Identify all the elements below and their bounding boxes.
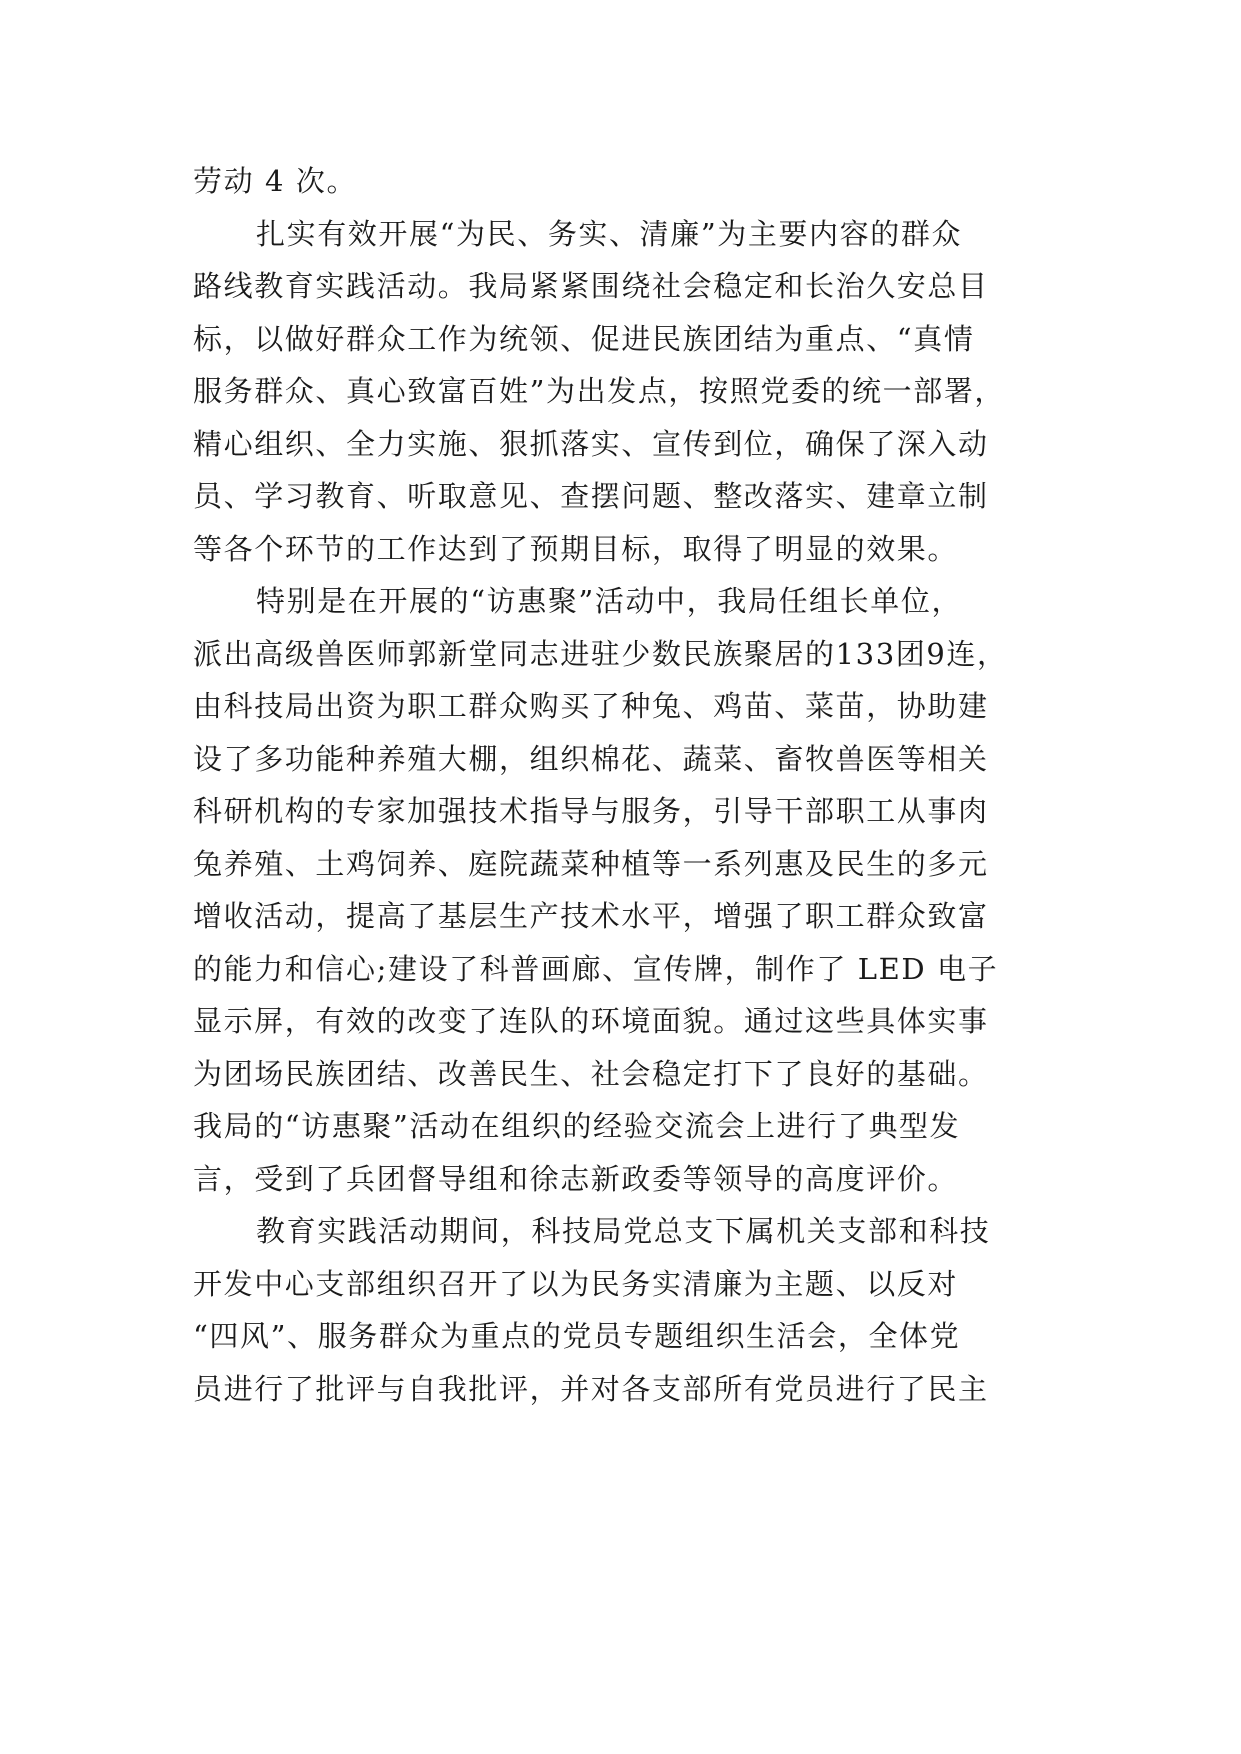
text-line: 言，受到了兵团督导组和徐志新政委等领导的高度评价。 — [193, 1161, 959, 1196]
text-line: 显示屏，有效的改变了连队的环境面貌。通过这些具体实事 — [193, 1004, 989, 1038]
document-body — [193, 155, 1073, 1415]
text-line: 的能力和信心;建设了科普画廊、宣传牌，制作了 LED 电子 — [193, 951, 999, 986]
text-line: 等各个环节的工作达到了预期目标，取得了明显的效果。 — [193, 531, 959, 566]
text-line: 员、学习教育、听取意见、查摆问题、整改落实、建章立制 — [193, 479, 989, 513]
text-line: “四风”、服务群众为重点的党员专题组织生活会，全体党 — [193, 1319, 961, 1353]
text-line: 科研机构的专家加强技术指导与服务，引导干部职工从事肉 — [193, 794, 989, 828]
text-line: 派出高级兽医师郭新堂同志进驻少数民族聚居的133团9连， — [193, 636, 1008, 671]
text-line: 特别是在开展的“访惠聚”活动中，我局任组长单位， — [256, 584, 963, 618]
text-line: 扎实有效开展“为民、务实、清廉”为主要内容的群众 — [256, 216, 963, 251]
text-line: 开发中心支部组织召开了以为民务实清廉为主题、以反对 — [193, 1266, 959, 1301]
text-line: 劳动 4 次。 — [193, 164, 358, 198]
text-line: 服务群众、真心致富百姓”为出发点，按照党委的统一部署， — [193, 374, 1006, 408]
text-line: 增收活动，提高了基层生产技术水平，增强了职工群众致富 — [193, 899, 989, 933]
text-line: 教育实践活动期间，科技局党总支下属机关支部和科技 — [256, 1214, 991, 1248]
text-line: 标，以做好群众工作为统领、促进民族团结为重点、“真情 — [193, 321, 975, 356]
text-line: 路线教育实践活动。我局紧紧围绕社会稳定和长治久安总目 — [193, 269, 989, 303]
text-line: 兔养殖、土鸡饲养、庭院蔬菜种植等一系列惠及民生的多元 — [193, 846, 989, 881]
text-line: 为团场民族团结、改善民生、社会稳定打下了良好的基础。 — [193, 1056, 989, 1091]
text-line: 我局的“访惠聚”活动在组织的经验交流会上进行了典型发 — [193, 1109, 961, 1143]
text-line: 精心组织、全力实施、狠抓落实、宣传到位，确保了深入动 — [193, 426, 989, 461]
text-line: 设了多功能种养殖大棚，组织棉花、蔬菜、畜牧兽医等相关 — [193, 741, 989, 776]
text-line: 由科技局出资为职工群众购买了种兔、鸡苗、菜苗，协助建 — [193, 689, 989, 723]
text-line: 员进行了批评与自我批评，并对各支部所有党员进行了民主 — [193, 1371, 989, 1406]
